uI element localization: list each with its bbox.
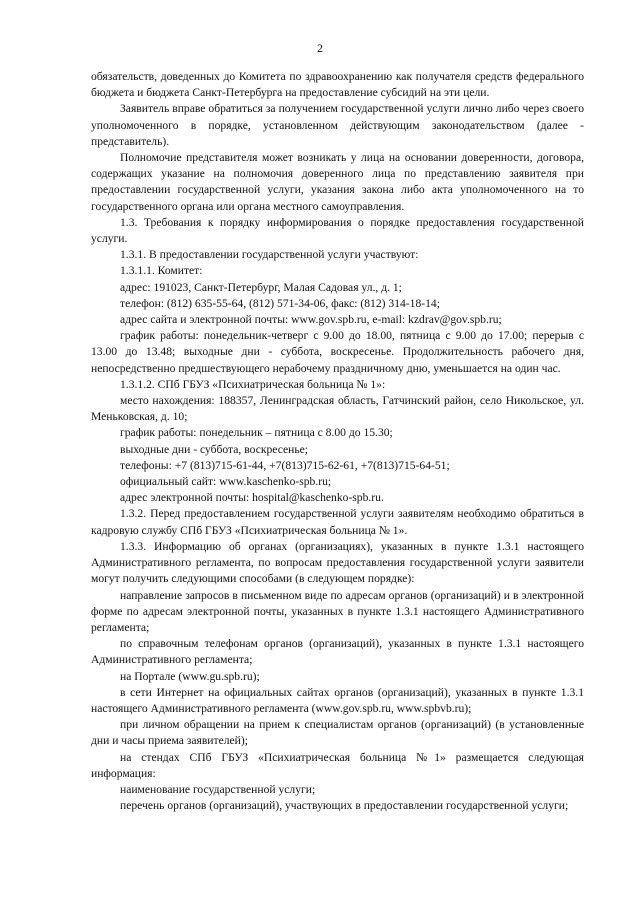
paragraph-p27: перечень органов (организаций), участвующих в предоставлении государственной услуги; [120,799,569,813]
paragraph-p6: 1.3.1.1. Комитет: [120,264,203,278]
paragraph-p14: выходные дни - суббота, воскресенье; [120,442,308,456]
paragraph-p5: 1.3.1. В предоставлении государственной услуги участвуют: [120,248,419,262]
paragraph-p11: 1.3.1.2. СПб ГБУЗ «Психиатрическая больница № 1»: [120,377,386,391]
paragraph-p19: 1.3.3. Информацию об органах (организациях), указанных в пункте 1.3.1 настоящего Административного регламента, по вопросам предоставления государственной услуги заявители могут получить следующими способами (в следующем порядке): [91,539,584,586]
page-number: 2 [317,41,323,55]
paragraph-p22: на Портале (www.gu.spb.ru); [120,669,260,683]
paragraph-p18: 1.3.2. Перед предоставлением государственной услуги заявителям необходимо обратиться в кадровую службу СПб ГБУЗ «Психиатрическая больница № 1». [91,507,584,537]
paragraph-p17: адрес электронной почты: hospital@kaschenko-spb.ru. [120,491,384,505]
paragraph-p21: по справочным телефонам органов (организаций), указанных в пункте 1.3.1 настоящего Административного регламента; [91,637,584,667]
paragraph-p16: официальный сайт: www.kaschenko-spb.ru; [120,475,332,489]
paragraph-p4: 1.3. Требования к порядку информирования о порядке предоставления государственной услуги. [91,215,584,246]
paragraph-p10: график работы: понедельник-четверг с 9.00 до 18.00, пятница с 9.00 до 17.00; перерыв с 13.00 до 13.48; выходные дни - суббота, воскресенье. Продолжительность рабочего дня, непосредственно предшествующего нерабочему праздничному дню, уменьшается на один час. [91,329,584,375]
paragraph-p12: место нахождения: 188357, Ленинградская область, Гатчинский район, село Никольское, ул. Меньковская, д. 10; [91,394,584,424]
paragraph-p3: Полномочие представителя может возникать у лица на основании доверенности, договора, содержащих указание на полномочия доверенного лица по представлению заявителя при предоставлении государственной услуги, указания закона либо акта уполномоченного на то государственного органа или органа местного самоуправления. [91,151,584,213]
paragraph-p15: телефоны: +7 (813)715-61-44, +7(813)715-62-61, +7(813)715-64-51; [120,458,450,472]
paragraph-p8: телефон: (812) 635-55-64, (812) 571-34-06, факс: (812) 314-18-14; [120,296,440,310]
paragraph-p26: наименование государственной услуги; [120,782,316,796]
paragraph-p1: обязательств, доведенных до Комитета по здравоохранению как получателя средств федерального бюджета и бюджета Санкт-Петербурга на предоставление субсидий на эти цели. [91,70,584,100]
paragraph-p20: направление запросов в письменном виде по адресам органов (организаций) и в электронной форме по адресам электронной почты, указанных в пункте 1.3.1 настоящего Административного регламента; [91,588,584,634]
paragraph-p2: Заявитель вправе обратиться за получением государственной услуги лично либо через своего уполномоченного в порядке, установленном действующим законодательством (далее - представитель). [91,102,584,148]
paragraph-p25: на стендах СПб ГБУЗ «Психиатрическая больница №1» размещается следующая информация: [91,750,584,780]
paragraph-p24: при личном обращении на прием к специалистам органов (организаций) (в установленные дни и часы приема заявителей); [91,718,584,748]
paragraph-p13: график работы: понедельник – пятница с 8.00 до 15.30; [120,426,393,440]
paragraph-p7: адрес: 191023, Санкт-Петербург, Малая Садовая ул., д. 1; [120,280,402,294]
document-body [91,69,584,814]
paragraph-p23: в сети Интернет на официальных сайтах органов (организаций), указанных в пункте 1.3.1 настоящего Административного регламента (www.gov.spb.ru, www.spbvb.ru); [91,685,584,715]
paragraph-p9: адрес сайта и электронной почты: www.gov.spb.ru, e-mail: kzdrav@gov.spb.ru; [120,313,502,327]
